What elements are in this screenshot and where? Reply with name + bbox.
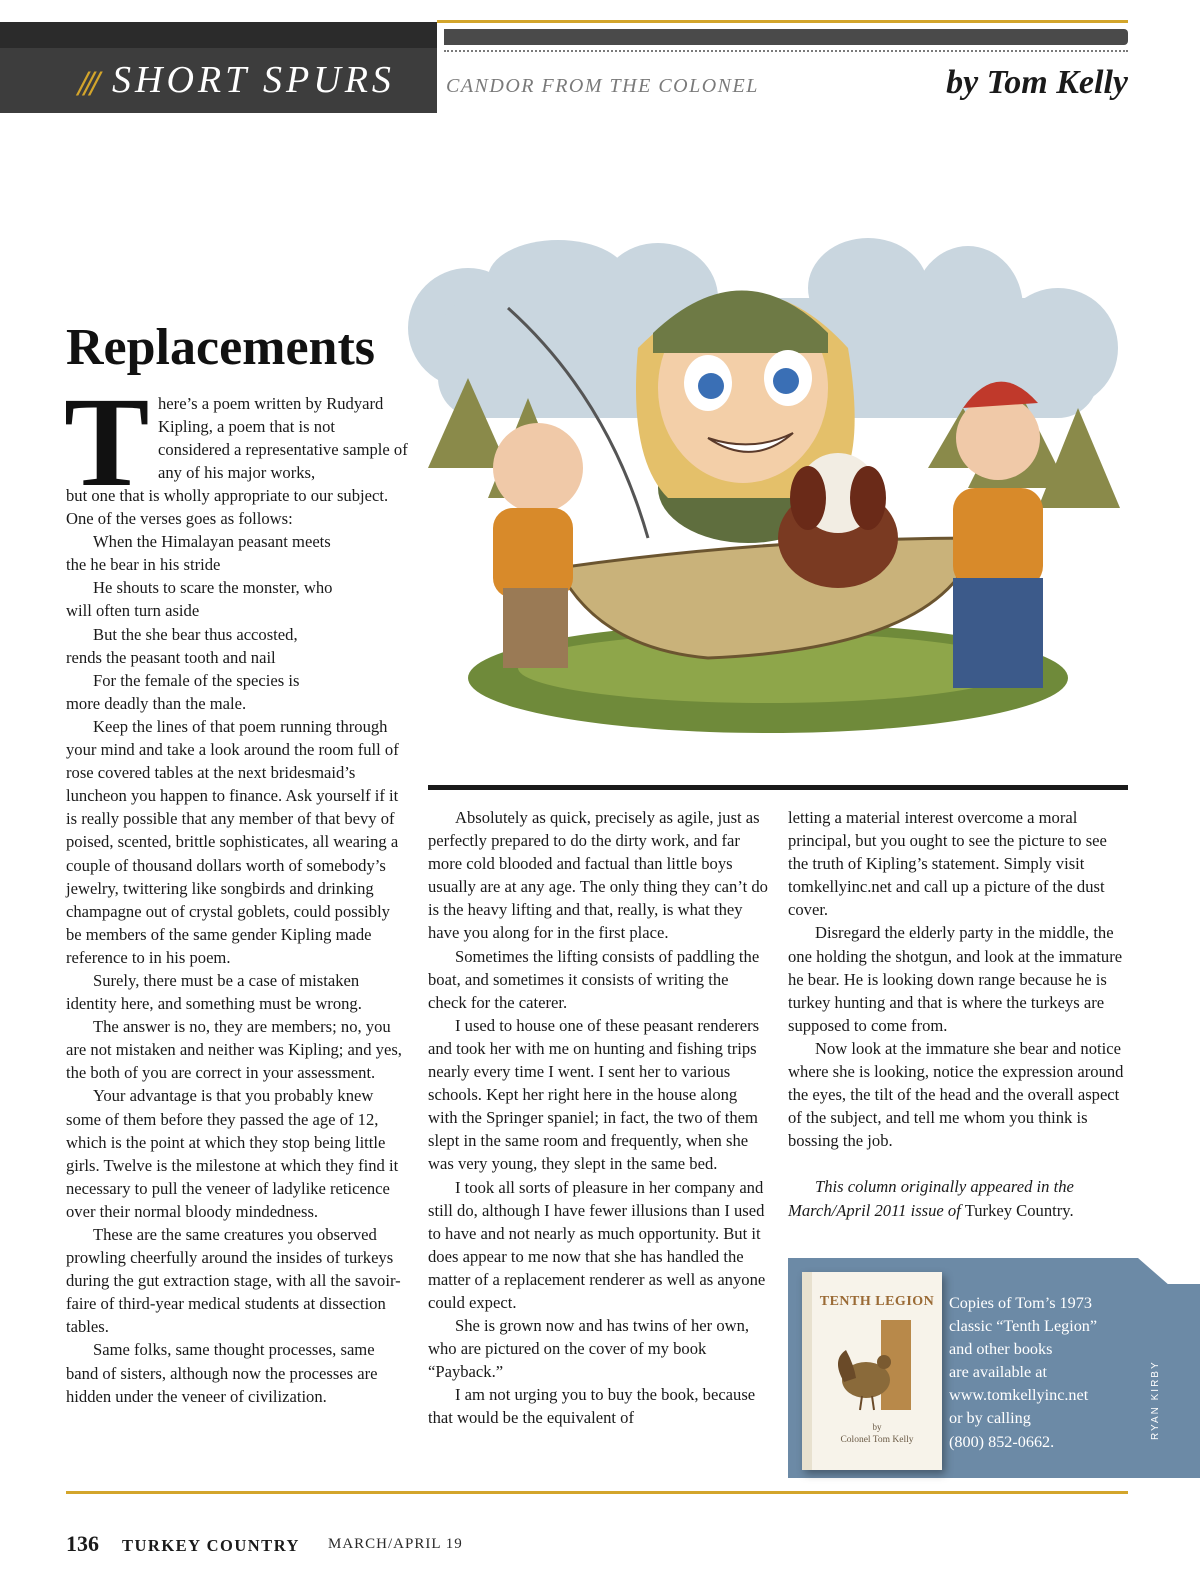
poem-line: more deadly than the male. <box>66 693 247 713</box>
section-slashes: /// <box>78 63 97 103</box>
illustrator-credit: RYAN KIRBY <box>1150 1360 1161 1440</box>
book-title: TENTH LEGION <box>819 1294 935 1309</box>
header-dark-bar <box>444 29 1128 45</box>
article-title: Replacements <box>66 319 376 376</box>
paragraph: but one that is wholly appropriate to our subject. One of the verses goes as follows: <box>66 486 389 529</box>
header-gold-line <box>437 20 1128 23</box>
illustration-rule <box>428 785 1128 790</box>
column-subtitle: CANDOR FROM THE COLONEL <box>446 75 759 97</box>
poem-line: will often turn aside <box>66 601 200 621</box>
paragraph: Your advantage is that you probably knew some of them before they passed the age of 12, which is the point at which they stop being little girls. Twelve is the milestone at which they find it necessary to pull the veneer of ladylike reticence over their normal bloody mindedness. <box>66 1086 399 1221</box>
magazine-name: TURKEY COUNTRY <box>122 1536 300 1555</box>
paragraph: These are the same creatures you observed prowling cheerfully around the insides of turkeys during the gut extraction stage, with all the savoir-faire of third-year medical students at dissection tables. <box>66 1225 401 1337</box>
book-author: Colonel Tom Kelly <box>840 1435 914 1445</box>
paragraph: I took all sorts of pleasure in her company and still do, although I have fewer illusions than I used to have and not nearly as much opportunity. But it does appear to me now that she has handled the matter of a replacement renderer as well as anyone could expect. <box>428 1177 766 1312</box>
header-dotted-rule <box>444 50 1128 52</box>
poem-line: rends the peasant tooth and nail <box>66 647 276 667</box>
column-1 <box>66 484 408 1408</box>
paragraph: Disregard the elderly party in the middle, the one holding the shotgun, and look at the immature he bear. He is looking down range because he is turkey hunting and that is where the turkeys are supposed to come from. <box>788 923 1123 1035</box>
promo-line: Copies of Tom’s 1973 <box>949 1294 1092 1312</box>
origin-note-magazine: Turkey Country. <box>964 1200 1074 1220</box>
paragraph: Absolutely as quick, precisely as agile, just as perfectly prepared to do the dirty work, and far more cold blooded and factual than little boys usually are at any age. The only thing they can’t do is the heavy lifting and that, really, is what they have you along for in the first place. <box>428 808 768 943</box>
book-by: by <box>872 1422 882 1432</box>
poem-line: But the she bear thus accosted, <box>93 624 298 644</box>
header-top-bar <box>0 22 437 48</box>
column-3 <box>788 806 1128 1222</box>
intro-text: here’s a poem written by Rudyard Kipling, a poem that is not considered a representative sample of any of his major works, <box>158 394 408 483</box>
paragraph: The answer is no, they are members; no, you are not mistaken and neither was Kipling; and yes, the both of you are correct in your assessment. <box>66 1017 402 1083</box>
column-2 <box>428 806 770 1430</box>
footer-rule <box>66 1491 1128 1494</box>
book-spine <box>802 1272 812 1470</box>
poem-line: When the Himalayan peasant meets <box>93 532 331 552</box>
issue-date: MARCH/APRIL 19 <box>328 1536 463 1552</box>
paragraph: I am not urging you to buy the book, because that would be the equivalent of <box>428 1385 756 1428</box>
paragraph: Sometimes the lifting consists of paddling the boat, and sometimes it consists of writing the check for the caterer. <box>428 946 760 1012</box>
promo-line: classic “Tenth Legion” <box>949 1317 1098 1336</box>
turkey-icon <box>826 1320 926 1416</box>
poem-line: the he bear in his stride <box>66 555 221 575</box>
promo-phone: (800) 852-0662. <box>949 1432 1055 1451</box>
promo-line: are available at <box>949 1363 1047 1382</box>
origin-note <box>788 1175 1128 1221</box>
paragraph: I used to house one of these peasant renderers and took her with me on hunting and fishing trips nearly every time I went. I sent her to various schools. Kept her right here in the house along with the Springer spaniel; in fact, the two of them slept in the same room and frequently, when she was very young, they slept in the same bed. <box>428 1015 760 1174</box>
paragraph: Surely, there must be a case of mistaken identity here, and something must be wrong. <box>66 970 362 1014</box>
poem-line: For the female of the species is <box>93 670 300 690</box>
poem-line: He shouts to scare the monster, who <box>93 578 333 598</box>
intro-paragraph <box>158 392 408 484</box>
promo-website: www.tomkellyinc.net <box>949 1386 1089 1405</box>
origin-note-text: This column originally appeared in the March/April 2011 issue of <box>788 1177 1074 1220</box>
byline: by Tom Kelly <box>946 64 1128 101</box>
paragraph: letting a material interest overcome a moral principal, but you ought to see the picture to see the truth of Kipling’s statement. Simply visit tomkellyinc.net and call up a picture of the dust cover. <box>788 808 1107 920</box>
page-number: 136 <box>66 1531 99 1556</box>
promo-line: and other books <box>949 1340 1053 1359</box>
paragraph: Same folks, same thought processes, same band of sisters, although now the processes are hidden under the veneer of civilization. <box>66 1340 378 1406</box>
paragraph: Keep the lines of that poem running through your mind and take a look around the room full of rose covered tables at the next bridesmaid’s luncheon you happen to finance. Ask yourself if it is really possible that any member of that bevy of poised, scented, brittle sophisticates, all wearing a couple of thousand dollars worth of somebody’s jewelry, twittering like songbirds and drinking champagne out of crystal goblets, could possibly be members of the same gender Kipling made reference to in his poem. <box>66 716 399 967</box>
paragraph: Now look at the immature she bear and notice where she is looking, notice the expression around the eyes, the tilt of the head and the overall aspect of the subject, and tell me whom you think is bossing the job. <box>788 1038 1124 1151</box>
drop-cap: T <box>64 371 150 513</box>
section-title: SHORT SPURS <box>112 59 395 101</box>
book-cover <box>802 1272 942 1470</box>
promo-line: or by calling <box>949 1409 1031 1428</box>
cartoon-illustration <box>408 238 1130 778</box>
paragraph: She is grown now and has twins of her own, who are pictured on the cover of my book “Payback.” <box>428 1316 750 1382</box>
promo-text <box>949 1292 1119 1454</box>
